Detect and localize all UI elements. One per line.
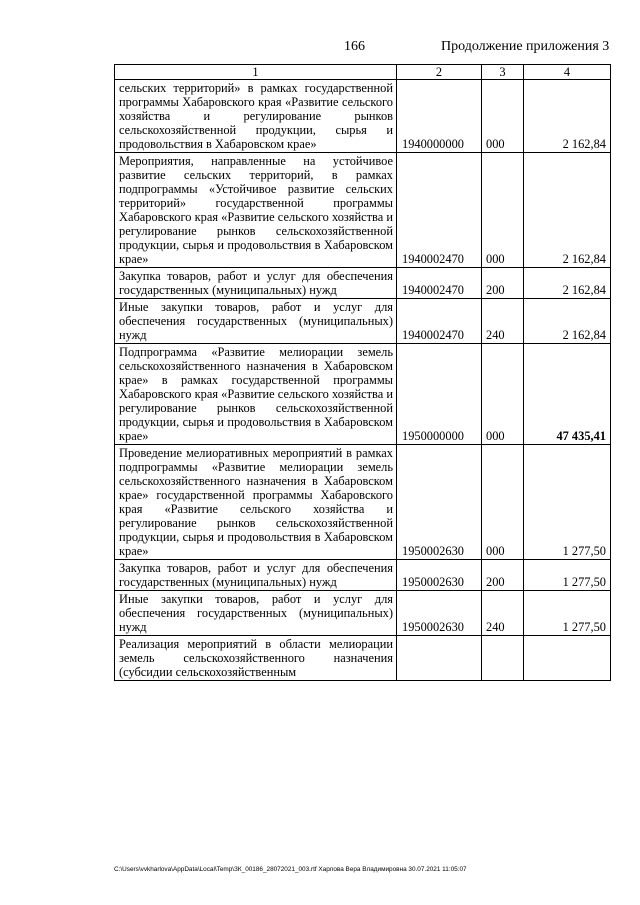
row-name-cell: сельских территорий» в рамках государственной программы Хабаровского края «Развитие сельского хозяйства и регулирование рынков сельскохозяйственной продукции, сырья и продовольствия в Хабаровском крае» [115,80,397,153]
row-expense-type-cell: 000 [482,445,524,560]
row-amount-cell: 47 435,41 [524,344,611,445]
row-expense-type-cell: 000 [482,153,524,268]
continuation-label: Продолжение приложения 3 [441,39,610,54]
row-expense-type-cell: 000 [482,344,524,445]
column-header: 1 [115,65,397,80]
table-row [115,153,611,268]
row-code-cell: 1950002630 [397,445,482,560]
table-row [115,591,611,636]
table-body [115,80,611,681]
table-header-row [115,65,611,80]
row-expense-type-cell: 240 [482,299,524,344]
row-expense-type-cell: 200 [482,268,524,299]
column-header: 3 [482,65,524,80]
row-amount-cell [524,636,611,681]
row-name-cell: Закупка товаров, работ и услуг для обеспечения государственных (муниципальных) нужд [115,560,397,591]
row-code-cell: 1950002630 [397,560,482,591]
row-name-cell: Иные закупки товаров, работ и услуг для обеспечения государственных (муниципальных) нужд [115,591,397,636]
row-expense-type-cell: 000 [482,80,524,153]
table-row [115,299,611,344]
row-name-cell: Проведение мелиоративных мероприятий в рамках подпрограммы «Развитие мелиорации земель сельскохозяйственного назначения в Хабаровском крае» государственной программы Хабаровского края «Развитие сельского хозяйства и регулирование рынков сельскохозяйственной продукции, сырья и продовольствия в Хабаровском крае» [115,445,397,560]
row-name-cell: Мероприятия, направленные на устойчивое развитие сельских территорий, в рамках подпрограммы «Устойчивое развитие сельских территорий» государственной программы Хабаровского края «Развитие сельского хозяйства и регулирование рынков сельскохозяйственной продукции, сырья и продовольствия в Хабаровском крае» [115,153,397,268]
table-row [115,445,611,560]
table-row [115,344,611,445]
row-code-cell: 1940002470 [397,153,482,268]
row-amount-cell: 2 162,84 [524,299,611,344]
row-name-cell: Реализация мероприятий в области мелиорации земель сельскохозяйственного назначения (субсидии сельскохозяйственным [115,636,397,681]
row-amount-cell: 1 277,50 [524,445,611,560]
row-code-cell: 1940002470 [397,299,482,344]
row-code-cell: 1950000000 [397,344,482,445]
row-amount-cell: 2 162,84 [524,268,611,299]
row-code-cell: 1940002470 [397,268,482,299]
row-amount-cell: 2 162,84 [524,80,611,153]
table-row [115,80,611,153]
table-row [115,560,611,591]
page-number: 166 [344,39,365,54]
budget-table [114,64,611,681]
row-code-cell: 1940000000 [397,80,482,153]
row-name-cell: Иные закупки товаров, работ и услуг для обеспечения государственных (муниципальных) нужд [115,299,397,344]
row-expense-type-cell: 240 [482,591,524,636]
row-amount-cell: 1 277,50 [524,591,611,636]
table-row [115,636,611,681]
column-header: 2 [397,65,482,80]
row-expense-type-cell [482,636,524,681]
row-name-cell: Закупка товаров, работ и услуг для обеспечения государственных (муниципальных) нужд [115,268,397,299]
row-code-cell [397,636,482,681]
row-name-cell: Подпрограмма «Развитие мелиорации земель сельскохозяйственного назначения в Хабаровском крае» в рамках государственной программы Хабаровского края «Развитие сельского хозяйства и регулирование рынков сельскохозяйственной продукции, сырья и продовольствия в Хабаровском крае» [115,344,397,445]
row-amount-cell: 1 277,50 [524,560,611,591]
column-header: 4 [524,65,611,80]
table-row [115,268,611,299]
row-amount-cell: 2 162,84 [524,153,611,268]
row-expense-type-cell: 200 [482,560,524,591]
row-code-cell: 1950002630 [397,591,482,636]
file-path-footer: C:\Users\vvkharlova\AppData\Local\Temp\ЗК_00186_28072021_003.rtf Харлова Вера Владимировна 30.07.2021 11:05:07 [114,866,467,873]
